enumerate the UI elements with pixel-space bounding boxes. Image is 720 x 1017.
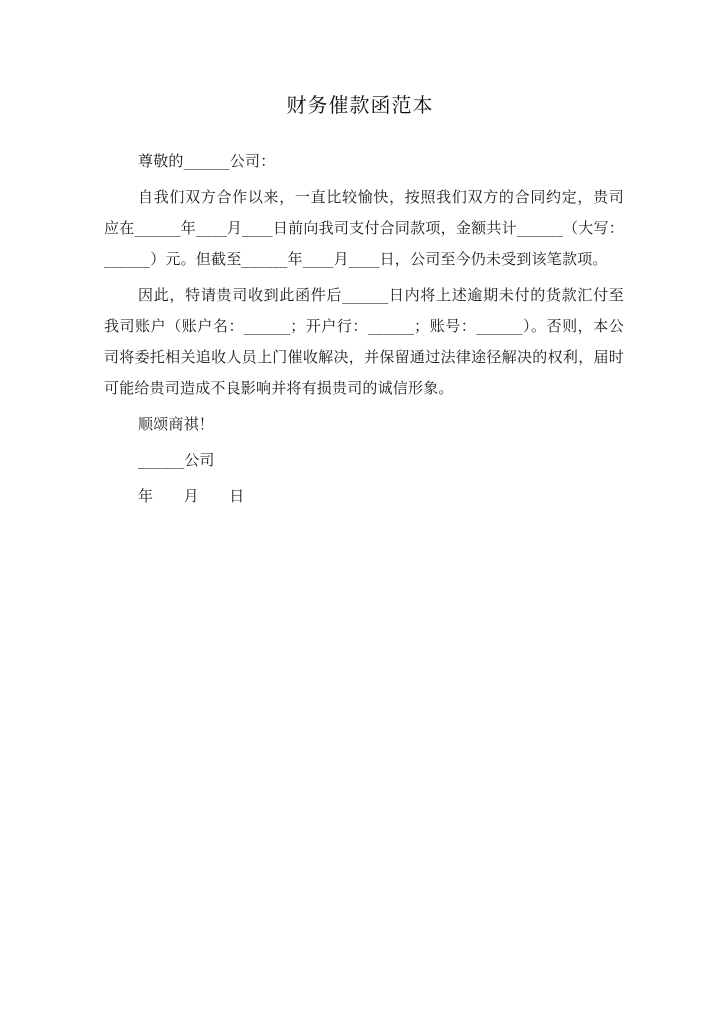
salutation: 尊敬的______公司：	[138, 152, 276, 170]
letter-body	[104, 146, 624, 512]
paragraph-demand-notice: 因此，特请贵司收到此函件后______日内将上述逾期未付的货款汇付至我司账户（账户名：______；开户行：______；账号：______）。否则，本公司将委托相关追收人员上门催收解决，并保留通过法律途径解决的权利，届时可能给贵司造成不良影响并将有损贵司的诚信形象。	[104, 286, 624, 397]
document-title: 财务催款函范本	[286, 93, 434, 117]
paragraph-payment-terms: 自我们双方合作以来，一直比较愉快，按照我们双方的合同约定，贵司应在______年____月____日前向我司支付合同款项，金额共计______（大写：______）元。但截至______年____月____日，公司至今仍未受到该笔款项。	[104, 188, 624, 268]
date-line: 年 月 日	[138, 487, 245, 505]
signature-company: ______公司	[138, 451, 215, 469]
closing-greeting: 顺颂商祺！	[138, 415, 215, 433]
